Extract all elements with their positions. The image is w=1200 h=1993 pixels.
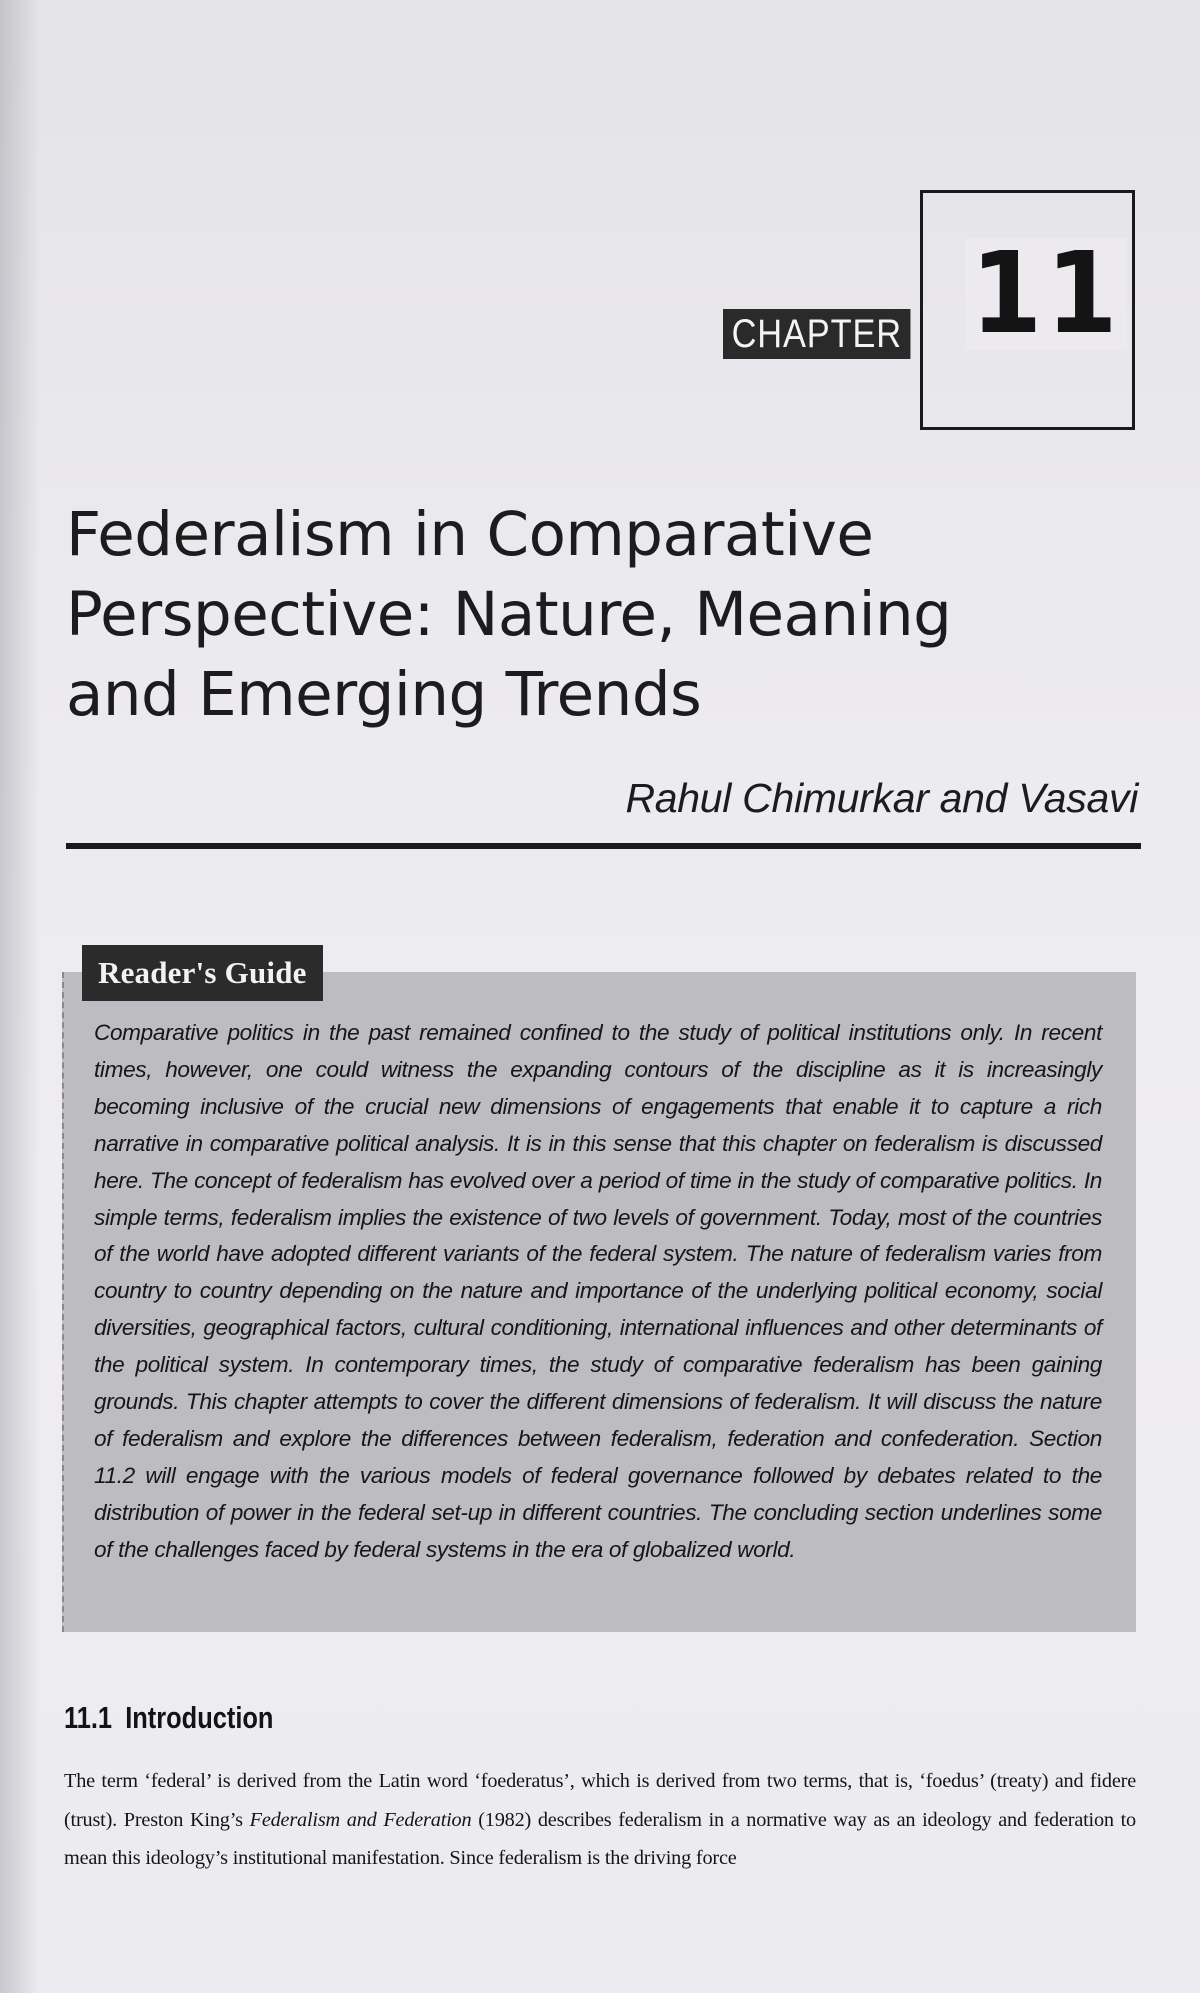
body-text-part2: (1982) describes federalism in a normative way as an ideology and federation to mean this ideology’s institutional manifestation. Since federalism is the driving force (64, 1808, 1136, 1869)
section-title: Introduction (125, 1700, 274, 1735)
book-title: Federalism and Federation (249, 1808, 472, 1831)
chapter-label: CHAPTER (723, 309, 911, 359)
readers-guide-text: Comparative politics in the past remained confined to the study of political institutions only. In recent times, however, one could witness the expanding contours of the discipline as it is increasingly becoming inclusive of the crucial new dimensions of engagements that enable it to capture a rich narrative in comparative political analysis. It is in this sense that this chapter on federalism is discussed here. The concept of federalism has evolved over a period of time in the study of comparative politics. In simple terms, federalism implies the existence of two levels of government. Today, most of the countries of the world have adopted different variants of the federal system. The nature of federalism varies from country to country depending on the nature and importance of the underlying political economy, social diversities, geographical factors, cultural conditioning, international influences and other determinants of the political system. In contemporary times, the study of comparative federalism has been gaining grounds. This chapter attempts to cover the different dimensions of federalism. It will discuss the nature of federalism and explore the differences between federalism, federation and confederation. Section 11.2 will engage with the various models of federal governance followed by debates related to the distribution of power in the federal set-up in different countries. The concluding section underlines some of the challenges faced by federal systems in the era of globalized world. (94, 1020, 1102, 1562)
section-number: 11.1 (64, 1700, 113, 1735)
chapter-title: Federalism in Comparative Perspective: Nature, Meaning and Emerging Trends (66, 499, 952, 730)
section-heading (64, 1700, 273, 1736)
body-text-part1: The term ‘federal’ is derived from the Latin word ‘foederatus’, which is derived from two terms, that is, ‘foedus’ (treaty) and fidere (trust). Preston King’s (64, 1770, 1136, 1831)
body-paragraph (64, 1762, 1136, 1878)
readers-guide-heading: Reader's Guide (82, 945, 323, 1001)
title-divider (66, 843, 1141, 849)
chapter-number: 11 (965, 238, 1127, 350)
page-edge-shadow (0, 0, 40, 1993)
chapter-authors: Rahul Chimurkar and Vasavi (625, 775, 1138, 821)
